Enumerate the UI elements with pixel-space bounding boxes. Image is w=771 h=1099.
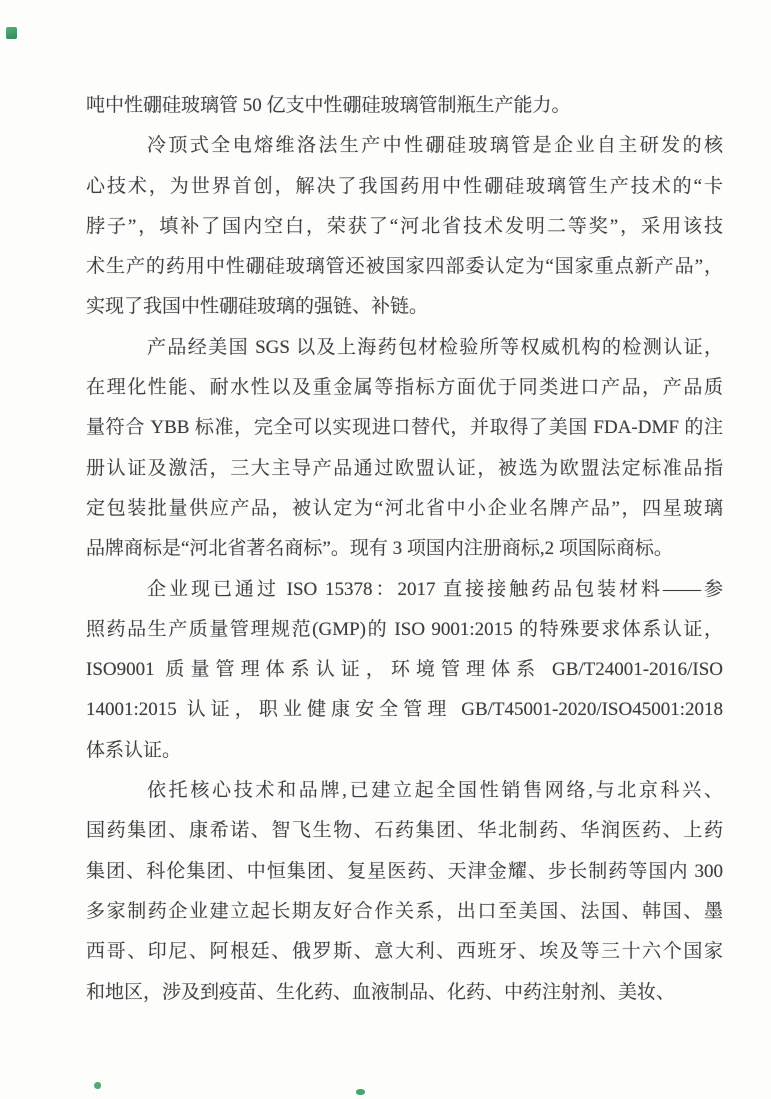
text-line: 心技术，为世界首创，解决了我国药用中性硼硅玻璃管生产技术的“卡 (86, 175, 723, 197)
text-line: 册认证及激活，三大主导产品通过欧盟认证，被选为欧盟法定标准品指 (86, 457, 723, 479)
text-line: 量符合 YBB 标准，完全可以实现进口替代，并取得了美国 FDA-DMF 的注 (86, 417, 723, 439)
text-line: 术生产的药用中性硼硅玻璃管还被国家四部委认定为“国家重点新产品”， (86, 256, 723, 278)
text-line: 多家制药企业建立起长期友好合作关系，出口至美国、法国、韩国、墨 (86, 900, 723, 922)
scan-mark-top-left-icon (6, 27, 17, 39)
text-line: 集团、科伦集团、中恒集团、复星医药、天津金耀、步长制药等国内 300 (86, 860, 723, 882)
text-line: 实现了我国中性硼硅玻璃的强链、补链。 (86, 296, 429, 318)
scan-mark-bottom-left-icon (94, 1082, 101, 1089)
text-line: 冷顶式全电熔维洛法生产中性硼硅玻璃管是企业自主研发的核 (147, 135, 723, 157)
text-line: 脖子”，填补了国内空白，荣获了“河北省技术发明二等奖”，采用该技 (86, 215, 723, 237)
text-line: 14001:2015 认证，职业健康安全管理 GB/T45001-2020/ISO45001:2018 (86, 699, 723, 721)
text-line: 国药集团、康希诺、智飞生物、石药集团、华北制药、华润医药、上药 (86, 820, 723, 842)
text-line: 产品经美国 SGS 以及上海药包材检验所等权威机构的检测认证， (147, 336, 723, 358)
text-line: 吨中性硼硅玻璃管 50 亿支中性硼硅玻璃管制瓶生产能力。 (86, 95, 571, 116)
text-line: 体系认证。 (86, 739, 182, 761)
text-line: 依托核心技术和品牌,已建立起全国性销售网络,与北京科兴、 (147, 780, 723, 802)
document-text-block (86, 86, 723, 1013)
scan-mark-bottom-center-icon (356, 1089, 365, 1095)
text-line: 和地区，涉及到疫苗、生化药、血液制品、化药、中药注射剂、美妆、 (86, 981, 676, 1003)
text-line: 照药品生产质量管理规范(GMP)的 ISO 9001:2015 的特殊要求体系认证， (86, 618, 723, 640)
text-line: 企业现已通过 ISO 15378：2017 直接接触药品包装材料——参 (147, 578, 723, 600)
text-line: 定包装批量供应产品，被认定为“河北省中小企业名牌产品”，四星玻璃 (86, 497, 723, 519)
text-line: 西哥、印尼、阿根廷、俄罗斯、意大利、西班牙、埃及等三十六个国家 (86, 941, 723, 963)
text-line: 在理化性能、耐水性以及重金属等指标方面优于同类进口产品，产品质 (86, 377, 723, 399)
text-line: ISO9001 质量管理体系认证，环境管理体系 GB/T24001-2016/ISO (86, 659, 723, 681)
text-line: 品牌商标是“河北省著名商标”。现有 3 项国内注册商标,2 项国际商标。 (86, 538, 673, 560)
